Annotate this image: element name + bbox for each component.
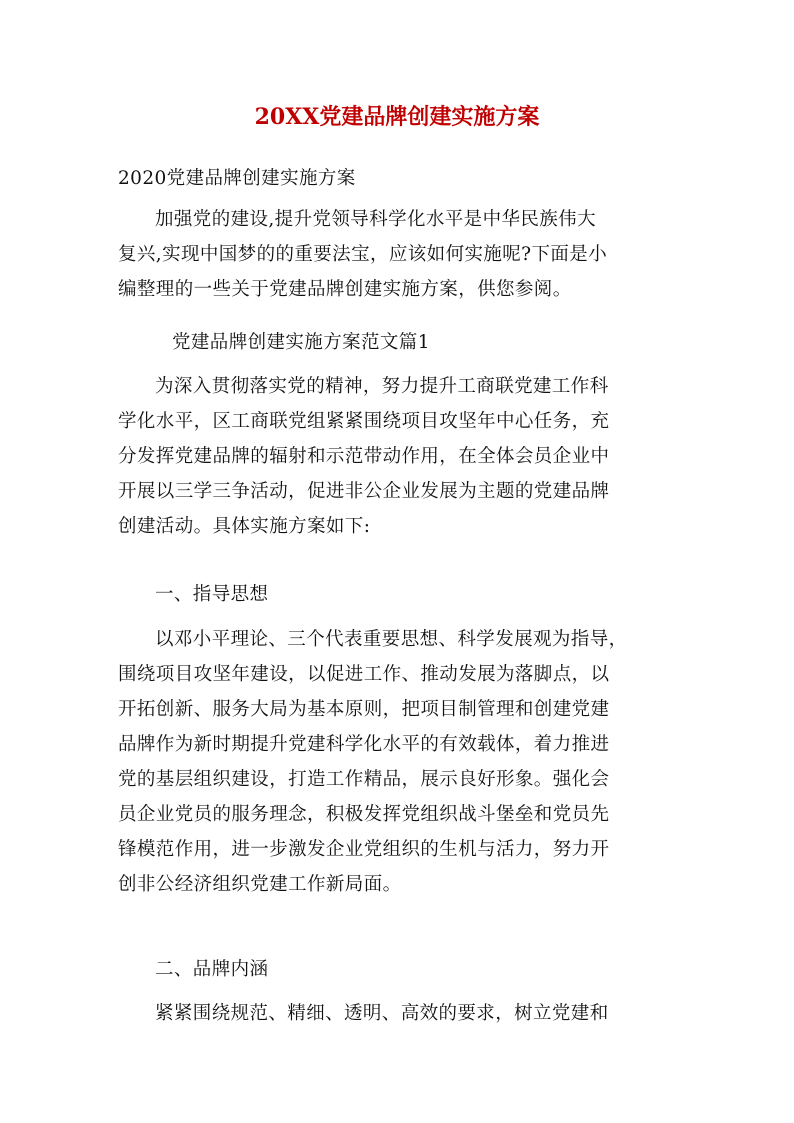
text-line: 品牌作为新时期提升党建科学化水平的有效载体，着力推进 [118, 734, 610, 755]
text-line: 加强党的建设,提升党领导科学化水平是中华民族伟大 [155, 209, 596, 230]
text-line: 以邓小平理论、三个代表重要思想、科学发展观为指导， [155, 629, 628, 650]
text-line: 围绕项目攻坚年建设，以促进工作、推动发展为落脚点，以 [118, 664, 610, 685]
text-line: 为深入贯彻落实党的精神，努力提升工商联党建工作科 [155, 376, 609, 397]
heading-brand-connotation [118, 952, 680, 987]
paragraph-2 [118, 622, 680, 902]
document-title: 20XX党建品牌创建实施方案 [254, 104, 540, 130]
section-heading [118, 325, 680, 360]
text-line: 员企业党员的服务理念，积极发挥党组织战斗堡垒和党员先 [118, 804, 610, 825]
text-line: 开展以三学三争活动，促进非公企业发展为主题的党建品牌 [118, 481, 610, 502]
heading-guiding-ideology [118, 577, 680, 612]
heading-text: 二、品牌内涵 [155, 959, 269, 980]
text-line: 分发挥党建品牌的辐射和示范带动作用，在全体会员企业中 [118, 446, 610, 467]
text-line: 紧紧围绕规范、精细、透明、高效的要求，树立党建和 [155, 1003, 609, 1024]
text-line: 党的基层组织建设，打造工作精品，展示良好形象。强化会 [118, 769, 610, 790]
text-line: 创非公经济组织党建工作新局面。 [118, 874, 402, 895]
text-line: 创建活动。具体实施方案如下: [118, 516, 371, 537]
paragraph-3 [118, 996, 680, 1031]
text-line: 锋模范作用，进一步激发企业党组织的生机与活力，努力开 [118, 839, 610, 860]
section-heading-text: 党建品牌创建实施方案范文篇1 [172, 332, 430, 353]
text-line: 编整理的一些关于党建品牌创建实施方案，供您参阅。 [118, 279, 572, 300]
subtitle-text: 2020党建品牌创建实施方案 [118, 168, 356, 189]
text-line: 复兴,实现中国梦的的重要法宝，应该如何实施呢?下面是小 [118, 244, 608, 265]
text-line: 开拓创新、服务大局为基本原则，把项目制管理和创建党建 [118, 699, 610, 720]
document-subtitle [118, 161, 680, 196]
paragraph-1 [118, 369, 680, 544]
heading-text: 一、指导思想 [155, 584, 269, 605]
intro-paragraph [118, 202, 680, 307]
text-line: 学化水平，区工商联党组紧紧围绕项目攻坚年中心任务，充 [118, 411, 610, 432]
